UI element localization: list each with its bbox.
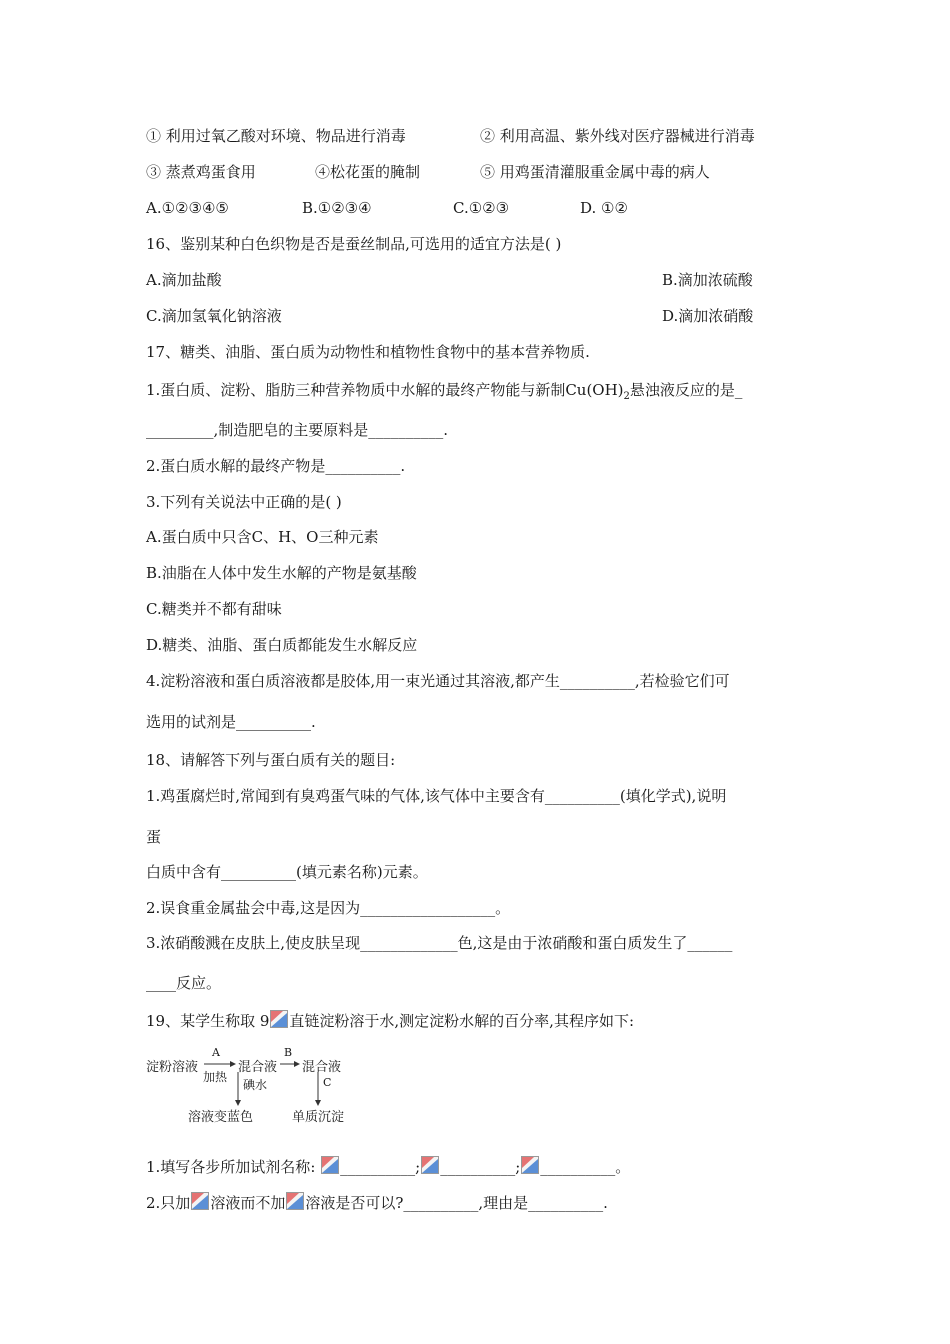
q19-flow-diagram — [146, 1048, 356, 1124]
q16-stem: 16、鉴别某种白色织物是否是蚕丝制品,可选用的适宜方法是( ) — [146, 235, 562, 253]
flow-result-blue: 溶液变蓝色 — [188, 1110, 254, 1125]
broken-image-icon — [270, 1010, 288, 1028]
q17-sub3-choice-a: A.蛋白质中只含C、H、O三种元素 — [146, 528, 379, 546]
q17-sub4-line2: 选用的试剂是__________. — [146, 713, 316, 731]
q19-sub1-sep-2: ; — [515, 1158, 521, 1176]
q17-stem: 17、糖类、油脂、蛋白质为动物性和植物性食物中的基本营养物质. — [146, 343, 590, 361]
q19-sub1-end: 。 — [615, 1158, 631, 1176]
flow-label-heat: 加热 — [203, 1070, 228, 1084]
flow-mix-1: 混合液 — [238, 1060, 278, 1075]
q19-sub1-sep-1: ; — [415, 1158, 421, 1176]
q15-option-1: ① 利用过氧乙酸对环境、物品进行消毒 — [146, 127, 406, 145]
q15-option-4: ④松花蛋的腌制 — [315, 163, 421, 181]
flow-result-precipitate: 单质沉淀 — [292, 1110, 345, 1125]
flow-label-c: C — [323, 1076, 332, 1089]
q17-sub3-choice-d: D.糖类、油脂、蛋白质都能发生水解反应 — [146, 636, 418, 654]
broken-image-icon — [191, 1192, 209, 1210]
q15-option-5: ⑤ 用鸡蛋清灌服重金属中毒的病人 — [480, 163, 710, 181]
q19-stem — [146, 1010, 634, 1031]
q19-sub2-text-a: 2.只加 — [146, 1194, 191, 1212]
q18-sub3-line2: ____反应。 — [146, 974, 222, 992]
q17-sub3: 3.下列有关说法中正确的是( ) — [146, 493, 342, 511]
q17-sub1-text-a: 1.蛋白质、淀粉、脂肪三种营养物质中水解的最终产物能与新制Cu(OH) — [146, 381, 624, 399]
q17-sub1-subscript: 2 — [623, 391, 630, 402]
q18-sub1-line1: 1.鸡蛋腐烂时,常闻到有臭鸡蛋气味的气体,该气体中主要含有__________(填化学式),说明 — [146, 787, 727, 805]
q17-sub2: 2.蛋白质水解的最终产物是__________. — [146, 457, 406, 475]
q19-sub2-text-c: 溶液是否可以?__________,理由是__________. — [305, 1194, 608, 1212]
q17-sub3-choice-b: B.油脂在人体中发生水解的产物是氨基酸 — [146, 564, 417, 582]
q19-sub2-text-b: 溶液而不加 — [210, 1194, 286, 1212]
q18-stem: 18、请解答下列与蛋白质有关的题目: — [146, 751, 396, 769]
q19-sub1-prefix: 1.填写各步所加试剂名称: — [146, 1158, 321, 1176]
broken-image-icon — [321, 1156, 339, 1174]
q17-sub1-line1 — [146, 380, 742, 407]
q18-sub1-line2: 蛋 — [146, 828, 162, 846]
broken-image-icon — [521, 1156, 539, 1174]
q15-choice-c: C.①②③ — [453, 199, 510, 217]
q16-choice-a: A.滴加盐酸 — [146, 271, 222, 289]
q19-stem-text-a: 19、某学生称取 9 — [146, 1012, 270, 1030]
flow-label-b: B — [284, 1046, 293, 1059]
q18-sub3-line1: 3.浓硝酸溅在皮肤上,使皮肤呈现_____________色,这是由于浓硝酸和蛋白质发生了______ — [146, 934, 733, 952]
broken-image-icon — [286, 1192, 304, 1210]
q19-sub1-blank-2: __________ — [440, 1158, 516, 1176]
q18-sub2: 2.误食重金属盐会中毒,这是因为__________________。 — [146, 899, 511, 917]
q15-choice-d: D. ①② — [580, 199, 628, 217]
q17-sub1-text-b: 悬浊液反应的是_ — [629, 381, 743, 399]
q15-choice-a: A.①②③④⑤ — [146, 199, 229, 217]
q17-sub1-line2: _________,制造肥皂的主要原料是__________. — [146, 421, 449, 439]
q17-sub4-line1: 4.淀粉溶液和蛋白质溶液都是胶体,用一束光通过其溶液,都产生__________,若检验它们可 — [146, 672, 730, 690]
flow-label-a: A — [212, 1046, 220, 1059]
q16-choice-c: C.滴加氢氧化钠溶液 — [146, 307, 282, 325]
q15-option-2: ② 利用高温、紫外线对医疗器械进行消毒 — [480, 127, 755, 145]
q19-sub1 — [146, 1156, 630, 1177]
q19-sub1-blank-3: __________ — [540, 1158, 616, 1176]
q15-option-3: ③ 蒸煮鸡蛋食用 — [146, 163, 256, 181]
q18-sub1-line3: 白质中含有__________(填元素名称)元素。 — [146, 863, 428, 881]
q17-sub3-choice-c: C.糖类并不都有甜味 — [146, 600, 282, 618]
q16-choice-b: B.滴加浓硫酸 — [662, 271, 753, 289]
q19-sub1-blank-1: __________ — [340, 1158, 416, 1176]
flow-label-iodine: 碘水 — [243, 1078, 268, 1092]
q15-choice-b: B.①②③④ — [302, 199, 372, 217]
flow-mix-2: 混合液 — [302, 1060, 342, 1075]
q19-stem-text-b: 直链淀粉溶于水,测定淀粉水解的百分率,其程序如下: — [289, 1012, 634, 1030]
flow-start: 淀粉溶液 — [146, 1060, 199, 1075]
broken-image-icon — [421, 1156, 439, 1174]
q16-choice-d: D.滴加浓硝酸 — [662, 307, 754, 325]
q19-sub2 — [146, 1192, 608, 1213]
